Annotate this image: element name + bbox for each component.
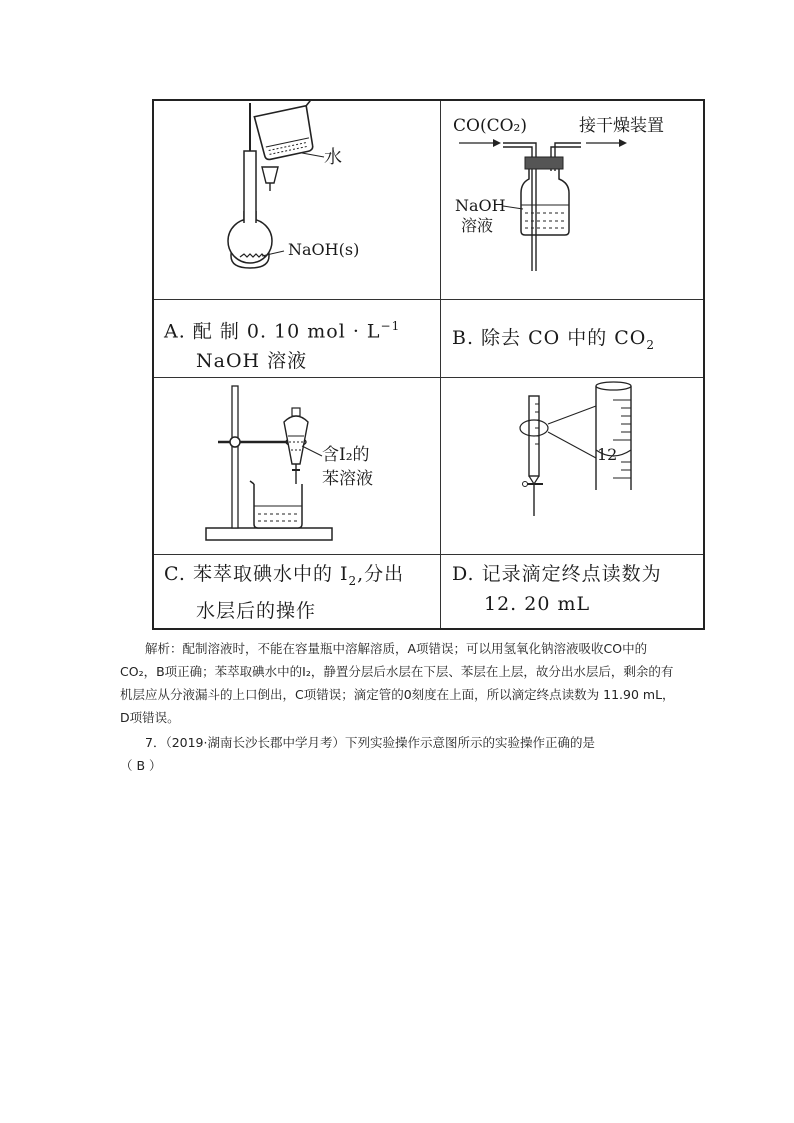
caption-c-line2: 水层后的操作 [196, 599, 317, 622]
label-naoh: NaOH [455, 196, 506, 215]
question-answer: （ B ） [120, 758, 162, 773]
table-divider [154, 299, 703, 300]
figure-a-volumetric-flask [154, 101, 440, 299]
label-solution: 溶液 [461, 216, 494, 235]
question-text: 7．（2019·湖南长沙长郡中学月考）下列实验操作示意图所示的实验操作正确的是 [145, 735, 595, 750]
caption-b-subscript: 2 [646, 337, 656, 352]
label-scale-12: 12 [597, 445, 618, 464]
figure-c-separatory-funnel [154, 378, 440, 554]
table-divider [154, 554, 703, 555]
caption-a-superscript: −1 [380, 319, 401, 333]
caption-c [164, 559, 436, 626]
caption-d-line2: 12. 20 mL [484, 593, 591, 615]
label-gas-out: 接干燥装置 [579, 116, 664, 136]
experiment-table [152, 99, 705, 630]
caption-c-line1a: C. 苯萃取碘水中的 I [164, 563, 349, 585]
analysis-text: 解析：配制溶液时，不能在容量瓶中溶解溶质，A项错误；可以用氢氧化钠溶液吸收CO中的CO₂，B项正确；苯萃取碘水中的I₂，静置分层后水层在下层、苯层在上层，故分出水层后，剩余的有机层应从分液漏斗的上口倒出，C项错误；滴定管的0刻度在上面，所以滴定终点读数为 11.90 mL，D项错误。 [120, 641, 675, 725]
caption-d [452, 559, 702, 619]
caption-c-subscript: 2 [348, 573, 358, 588]
label-naoh-solid: NaOH(s) [288, 240, 360, 259]
question-7 [120, 731, 680, 777]
figure-d-burette [441, 378, 705, 554]
analysis-paragraph [120, 637, 680, 729]
label-contains-iodine: 含I₂的 [322, 445, 370, 465]
caption-a-line1: A. 配 制 0. 10 mol · L [164, 320, 381, 343]
caption-c-line1b: ,分出 [357, 563, 405, 585]
caption-a [164, 311, 436, 376]
label-gas-in: CO(CO₂) [453, 116, 527, 136]
label-benzene-solution: 苯溶液 [322, 469, 373, 489]
caption-a-line2: NaOH 溶液 [196, 350, 308, 373]
caption-b [452, 323, 702, 360]
figure-b-gas-washing-bottle [441, 101, 705, 299]
label-water: 水 [324, 147, 342, 168]
caption-b-line1: B. 除去 CO 中的 CO [452, 327, 647, 349]
caption-d-line1: D. 记录滴定终点读数为 [452, 563, 662, 585]
